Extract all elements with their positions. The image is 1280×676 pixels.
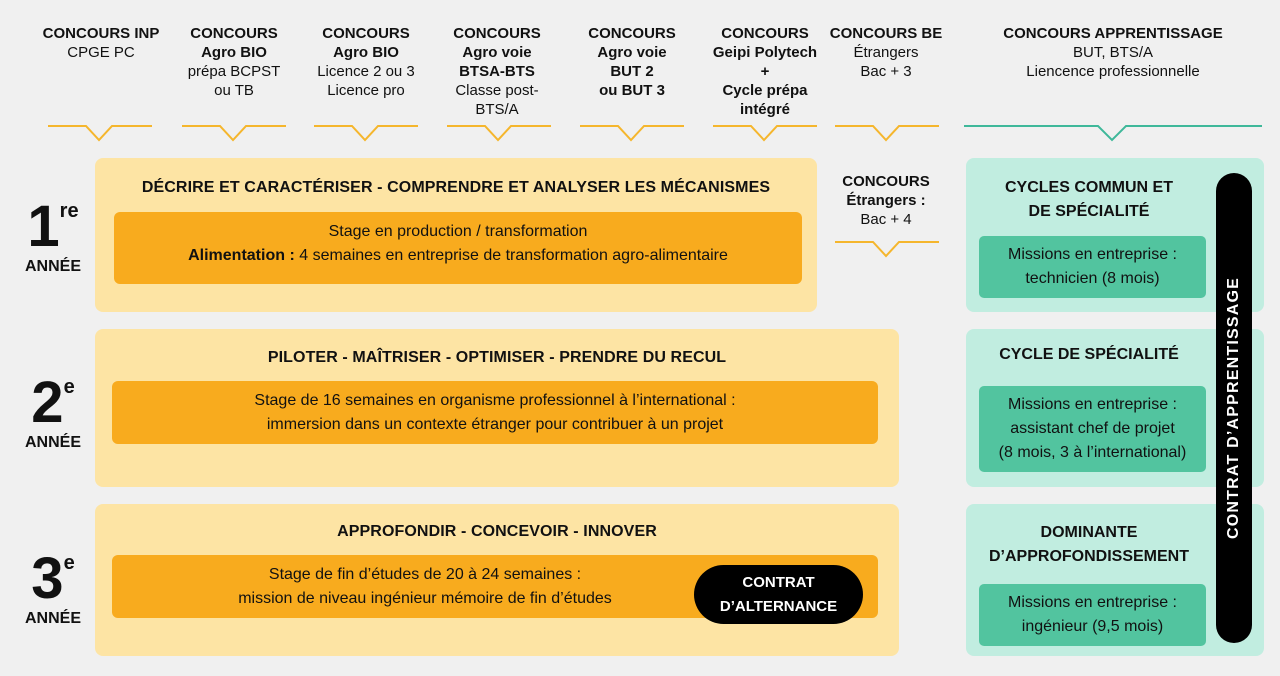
header-subtitle-2: ou TB <box>214 82 254 99</box>
mission-line-1: Missions en entreprise : <box>1008 396 1177 413</box>
alternance-line-2: D’ALTERNANCE <box>719 597 838 615</box>
header-subtitle: Bac + 4 <box>860 211 912 228</box>
header-subtitle-2: Bac + 3 <box>860 63 912 80</box>
block-title-line-1: DOMINANTE <box>1040 524 1138 541</box>
column-header-agro-bcpst <box>174 24 294 100</box>
header-title-2: Agro BIO <box>333 44 399 61</box>
chevron-down-icon <box>447 120 551 146</box>
year-number: 2 <box>31 370 64 435</box>
header-title-4: Cycle prépa <box>722 82 808 99</box>
chevron-down-icon <box>48 120 152 146</box>
block-mission <box>979 236 1206 298</box>
year-suffix: e <box>63 376 75 398</box>
column-header-apprentissage <box>966 24 1260 81</box>
year-1-box <box>95 158 817 312</box>
header-subtitle-2: Licence pro <box>327 82 405 99</box>
year-label-3 <box>18 546 88 628</box>
mission-line-2: assistant chef de projet <box>1010 420 1175 437</box>
header-title-2: Agro voie <box>462 44 532 61</box>
year-2-title: PILOTER - MAÎTRISER - OPTIMISER - PRENDRE DU RECUL <box>267 349 727 366</box>
chevron-down-icon <box>964 120 1262 146</box>
header-title: CONCOURS <box>322 25 410 42</box>
year-word: ANNÉE <box>24 610 81 627</box>
column-header-be-etrangers <box>824 24 948 81</box>
header-title-3: BUT 2 <box>610 63 654 80</box>
block-title-line-2: DE SPÉCIALITÉ <box>1028 203 1150 220</box>
chevron-down-icon <box>835 236 939 262</box>
chevron-down-icon <box>314 120 418 146</box>
contrat-apprentissage-badge <box>1216 173 1252 643</box>
year-label-1 <box>18 194 88 276</box>
block-mission <box>979 584 1206 646</box>
header-title-2: Geipi Polytech <box>712 44 818 61</box>
header-title-4: ou BUT 3 <box>599 82 665 99</box>
concours-etrangers-bac4 <box>824 172 948 229</box>
year-1-stage <box>114 212 802 284</box>
block-title-line-2: D’APPROFONDISSEMENT <box>988 548 1189 565</box>
header-title-2: Agro voie <box>597 44 667 61</box>
block-title <box>966 176 1212 224</box>
header-subtitle: Étrangers <box>853 44 919 61</box>
column-header-inp <box>30 24 172 62</box>
header-subtitle: BUT, BTS/A <box>1072 44 1154 61</box>
header-title: CONCOURS <box>588 25 676 42</box>
block-title <box>966 343 1212 367</box>
contrat-apprentissage-label: CONTRAT D’APPRENTISSAGE <box>1225 277 1242 539</box>
stage-line-2: immersion dans un contexte étranger pour contribuer à un projet <box>266 416 724 433</box>
column-header-geipi <box>704 24 826 119</box>
year-number: 3 <box>31 546 64 611</box>
header-title-3: BTSA-BTS <box>459 63 535 80</box>
year-suffix: e <box>63 552 75 574</box>
year-2-stage <box>112 381 878 444</box>
mission-line-1: Missions en entreprise : <box>1008 594 1177 611</box>
header-title-3: + <box>760 63 770 80</box>
chevron-down-icon <box>182 120 286 146</box>
year-1-title: DÉCRIRE ET CARACTÉRISER - COMPRENDRE ET ANALYSER LES MÉCANISMES <box>141 179 771 196</box>
header-title-2: Agro BIO <box>201 44 267 61</box>
mission-line-1: Missions en entreprise : <box>1008 246 1177 263</box>
stage-line-1: Stage de 16 semaines en organisme professionnel à l’international : <box>254 392 736 409</box>
header-title: CONCOURS APPRENTISSAGE <box>1003 25 1223 42</box>
year-2-box <box>95 329 899 487</box>
header-title: CONCOURS <box>190 25 278 42</box>
block-title-line-1: CYCLE DE SPÉCIALITÉ <box>999 346 1179 363</box>
header-subtitle: Licence 2 ou 3 <box>317 63 415 80</box>
block-title-line-1: CYCLES COMMUN ET <box>1005 179 1173 196</box>
chevron-down-icon <box>713 120 817 146</box>
column-header-agro-licence <box>306 24 426 100</box>
mission-line-2: ingénieur (9,5 mois) <box>1021 618 1164 635</box>
stage-line-1: Stage de fin d’études de 20 à 24 semaines : <box>268 566 582 583</box>
year-word: ANNÉE <box>24 258 81 275</box>
mission-line-2: technicien (8 mois) <box>1025 270 1160 287</box>
stage-line-2: 4 semaines en entreprise de transformation agro-alimentaire <box>294 247 728 264</box>
year-number: 1 <box>27 194 60 259</box>
chevron-down-icon <box>835 120 939 146</box>
block-mission <box>979 386 1206 472</box>
alternance-line-1: CONTRAT <box>742 573 815 591</box>
contrat-alternance-badge <box>694 565 863 624</box>
mission-line-3: (8 mois, 3 à l’international) <box>998 444 1187 461</box>
header-subtitle-2: Liencence professionnelle <box>1026 63 1200 80</box>
header-subtitle: CPGE PC <box>67 44 135 61</box>
column-header-agro-but <box>572 24 692 100</box>
header-subtitle-2: BTS/A <box>475 101 519 118</box>
stage-bold-label: Alimentation : <box>188 247 295 264</box>
year-word: ANNÉE <box>24 434 81 451</box>
year-label-2 <box>18 370 88 452</box>
header-title-5: intégré <box>739 101 790 118</box>
year-suffix: re <box>59 200 79 222</box>
header-title: CONCOURS BE <box>829 25 943 42</box>
column-header-agro-btsa <box>437 24 557 119</box>
block-title <box>966 521 1212 569</box>
stage-line-1: Stage en production / transformation <box>328 223 588 240</box>
year-3-title: APPROFONDIR - CONCEVOIR - INNOVER <box>337 523 657 540</box>
header-title: CONCOURS <box>453 25 541 42</box>
stage-line-2: mission de niveau ingénieur mémoire de fin d’études <box>238 590 612 607</box>
header-subtitle: Classe post- <box>455 82 539 99</box>
header-title: CONCOURS <box>721 25 809 42</box>
header-title: CONCOURS INP <box>42 25 160 42</box>
chevron-down-icon <box>580 120 684 146</box>
header-subtitle: prépa BCPST <box>187 63 281 80</box>
header-title: CONCOURS <box>842 173 930 190</box>
header-title-2: Étrangers : <box>846 192 926 209</box>
